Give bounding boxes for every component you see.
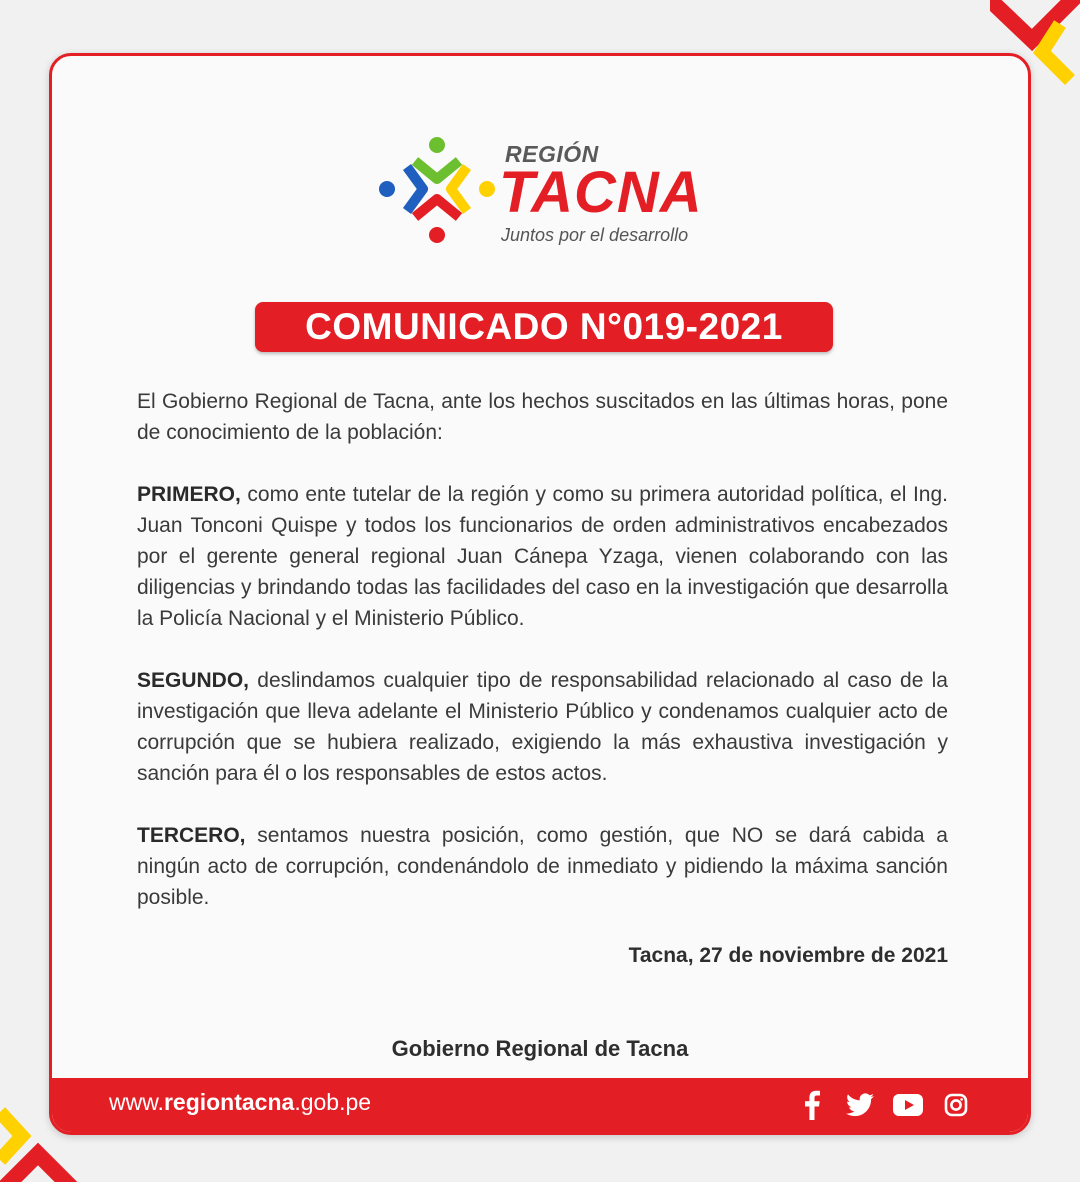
communique-title: COMUNICADO N°019-2021 xyxy=(255,302,833,352)
date-line: Tacna, 27 de noviembre de 2021 xyxy=(628,944,948,967)
social-icons xyxy=(796,1089,972,1121)
youtube-icon[interactable] xyxy=(892,1089,924,1121)
section-text: sentamos nuestra posición, como gestión, que NO se dará cabida a ningún acto de corrupción, condenándolo de inmediato y pidiendo la máxima sanción posible. xyxy=(137,824,948,909)
url-suffix: .gob.pe xyxy=(294,1089,372,1115)
intro-paragraph: El Gobierno Regional de Tacna, ante los hechos suscitados en las últimas horas, pone de conocimiento de la población: xyxy=(137,390,948,444)
region-tacna-logo xyxy=(377,131,717,251)
instagram-icon[interactable] xyxy=(940,1089,972,1121)
logo-tacna-text: TACNA xyxy=(499,160,703,225)
website-link[interactable] xyxy=(109,1089,371,1116)
signature: Gobierno Regional de Tacna xyxy=(391,1036,689,1061)
communique-body xyxy=(137,386,948,944)
section-label: SEGUNDO, xyxy=(137,669,250,692)
url-prefix: www. xyxy=(109,1089,164,1115)
section-text: como ente tutelar de la región y como su primera autoridad política, el Ing. Juan Tonconi Quispe y todos los funcionarios de orden administrativos encabezados por el gerente general regional Juan Cánepa Yzaga, vienen colaborando con las diligencias y brindando todas las facilidades del caso en la investigación que desarrolla la Policía Nacional y el Ministerio Público. xyxy=(137,483,948,630)
facebook-icon[interactable] xyxy=(796,1089,828,1121)
section-label: PRIMERO, xyxy=(137,483,241,506)
section-primero xyxy=(137,479,948,634)
logo-emblem-icon xyxy=(377,131,497,251)
communique-card xyxy=(49,53,1031,1135)
twitter-icon[interactable] xyxy=(844,1089,876,1121)
section-tercero xyxy=(137,820,948,913)
section-text: deslindamos cualquier tipo de responsabilidad relacionado al caso de la investigación que lleva adelante el Ministerio Público y condenamos cualquier acto de corrupción que se hubiera realizado, exigiendo la más exhaustiva investigación y sanción para él o los responsables de estos actos. xyxy=(137,669,948,785)
section-label: TERCERO, xyxy=(137,824,246,847)
url-domain: regiontacna xyxy=(163,1089,295,1115)
footer-bar xyxy=(52,1078,1028,1132)
section-segundo xyxy=(137,665,948,789)
logo-region-text: REGIÓN xyxy=(505,141,599,167)
logo-slogan: Juntos por el desarrollo xyxy=(501,225,689,245)
